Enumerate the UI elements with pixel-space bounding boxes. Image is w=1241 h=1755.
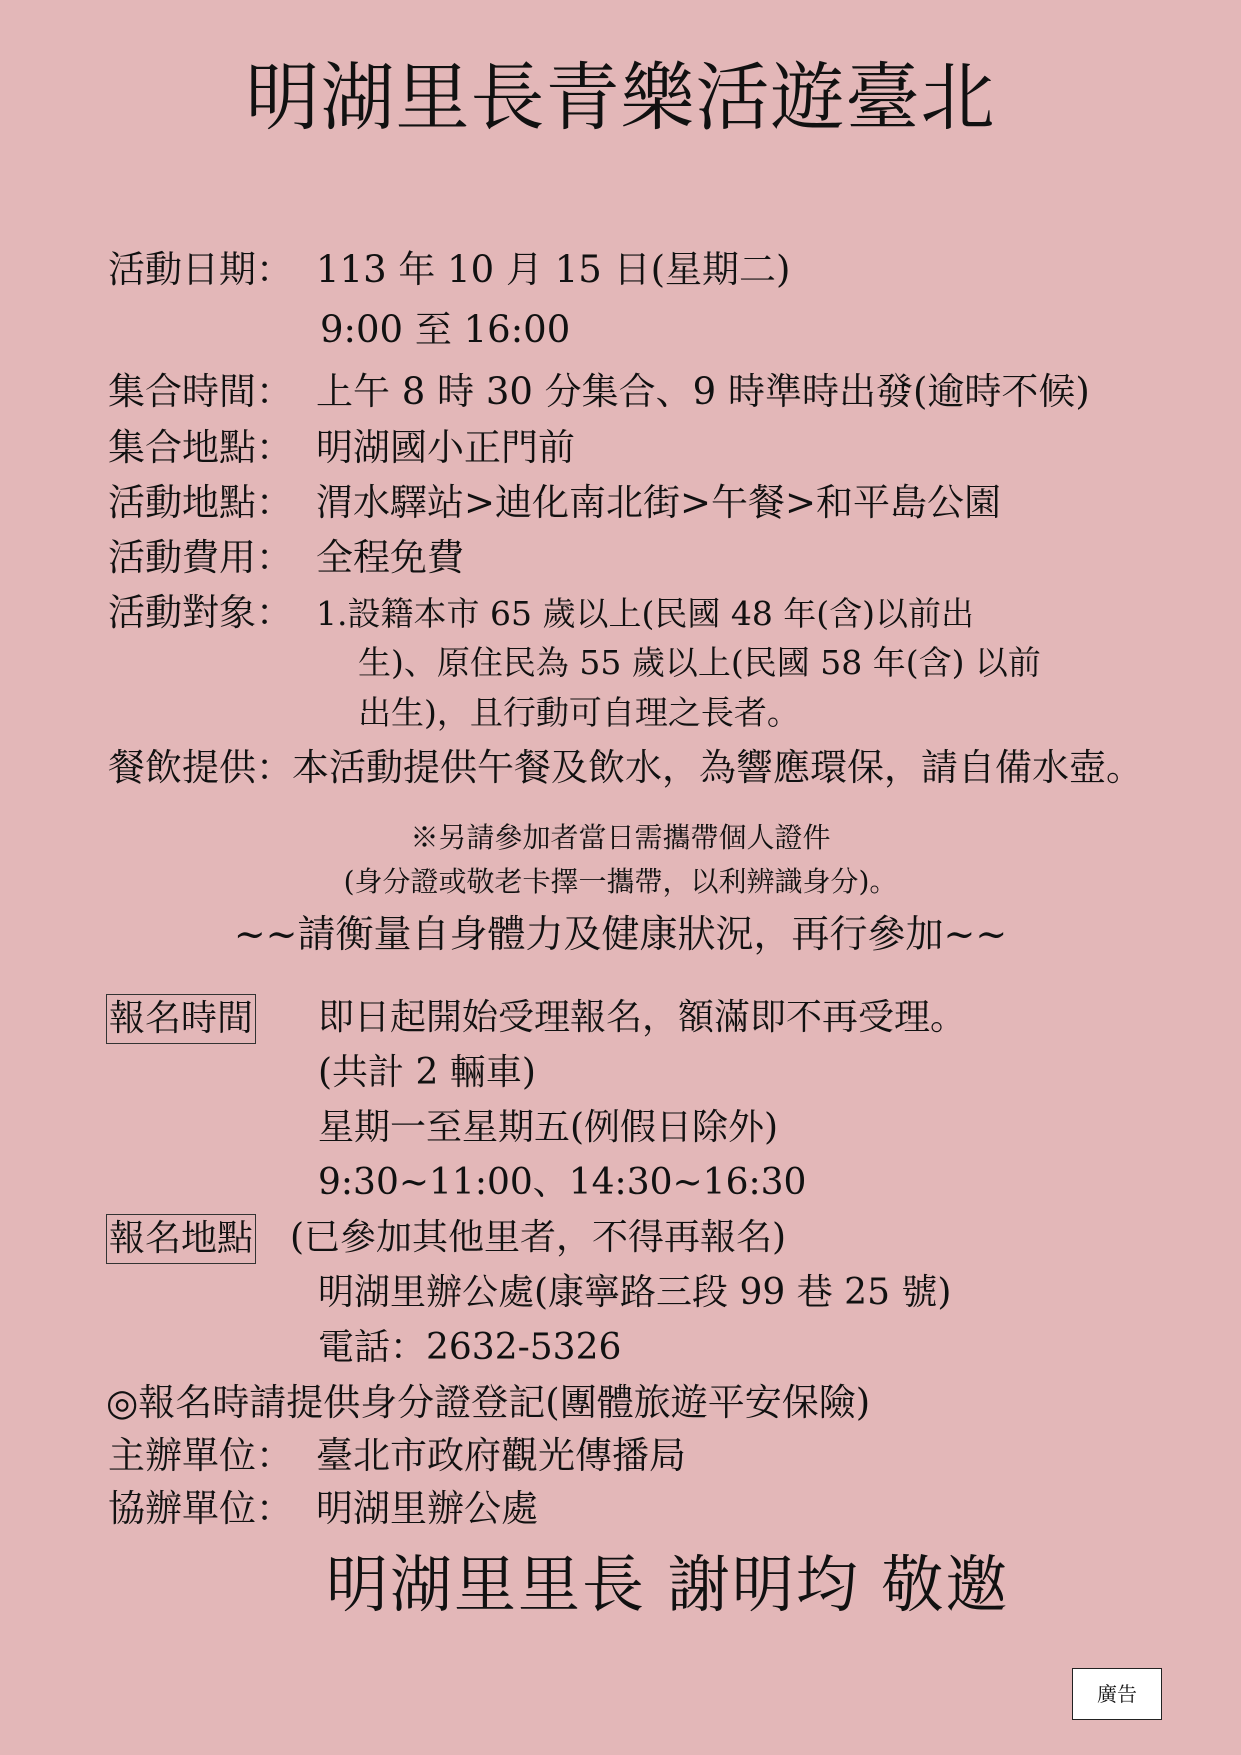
co-organizer [108, 1485, 538, 1533]
detail-target-line3: 出生)，且行動可自理之長者。 [358, 693, 800, 732]
detail-label: 活動費用： [108, 536, 293, 579]
id-registration-note: ◎報名時請提供身分證登記(團體旅遊平安保險) [106, 1381, 871, 1424]
detail-value: 全程免費 [316, 536, 464, 579]
id-reminder-detail: (身分證或敬老卡擇一攜帶，以利辨識身分)。 [343, 865, 898, 898]
detail-label: 活動地點： [108, 481, 293, 524]
signature: 明湖里里長 謝明均 敬邀 [326, 1548, 1010, 1621]
detail-gather-time [108, 368, 1090, 416]
registration-place-label: 報名地點 [106, 1214, 256, 1264]
detail-value: 113 年 10 月 15 日(星期二) [316, 248, 791, 291]
organizer [108, 1432, 686, 1480]
detail-value: 渭水驛站>迪化南北街>午餐>和平島公園 [316, 481, 1002, 524]
registration-time-line: (共計 2 輛車) [318, 1052, 536, 1093]
detail-value: 明湖國小正門前 [316, 426, 575, 469]
detail-value: 本活動提供午餐及飲水，為響應環保，請自備水壺。 [292, 746, 1143, 789]
registration-place-line: 明湖里辦公處(康寧路三段 99 巷 25 號) [318, 1272, 952, 1313]
detail-label: 集合地點： [108, 426, 293, 469]
detail-value: 上午 8 時 30 分集合、9 時準時出發(逾時不候) [316, 370, 1090, 413]
ad-badge: 廣告 [1072, 1668, 1162, 1720]
detail-activity-place [108, 479, 1001, 527]
detail-label: 活動日期： [108, 248, 293, 291]
detail-meals [108, 744, 1143, 792]
detail-target [108, 589, 974, 638]
co-organizer-label: 協辦單位： [108, 1487, 293, 1530]
organizer-value: 臺北市政府觀光傳播局 [316, 1434, 686, 1477]
flyer-title: 明湖里長青樂活遊臺北 [245, 55, 996, 141]
detail-activity-date [108, 246, 790, 294]
organizer-label: 主辦單位： [108, 1434, 293, 1477]
detail-label: 活動對象： [108, 591, 293, 634]
health-reminder: ~~請衡量自身體力及健康狀況，再行參加~~ [233, 912, 1008, 956]
detail-activity-time: 9:00 至 16:00 [320, 308, 571, 351]
registration-time-line: 即日起開始受理報名，額滿即不再受理。 [318, 997, 967, 1038]
co-organizer-value: 明湖里辦公處 [316, 1487, 538, 1530]
detail-value: 1.設籍本市 65 歲以上(民國 48 年(含)以前出 [316, 594, 975, 633]
detail-label: 餐飲提供： [108, 746, 293, 789]
id-reminder: ※另請參加者當日需攜帶個人證件 [410, 821, 831, 854]
registration-place-line: (已參加其他里者，不得再報名) [290, 1217, 787, 1258]
detail-fee [108, 534, 464, 582]
detail-gather-place [108, 424, 575, 472]
registration-time-line: 9:30~11:00、14:30~16:30 [318, 1162, 807, 1203]
registration-time-line: 星期一至星期五(例假日除外) [318, 1107, 779, 1148]
registration-time-label: 報名時間 [106, 994, 256, 1044]
detail-label: 集合時間： [108, 370, 293, 413]
registration-place-phone: 電話：2632-5326 [318, 1327, 622, 1368]
detail-target-line2: 生)、原住民為 55 歲以上(民國 58 年(含) 以前 [358, 643, 1041, 682]
